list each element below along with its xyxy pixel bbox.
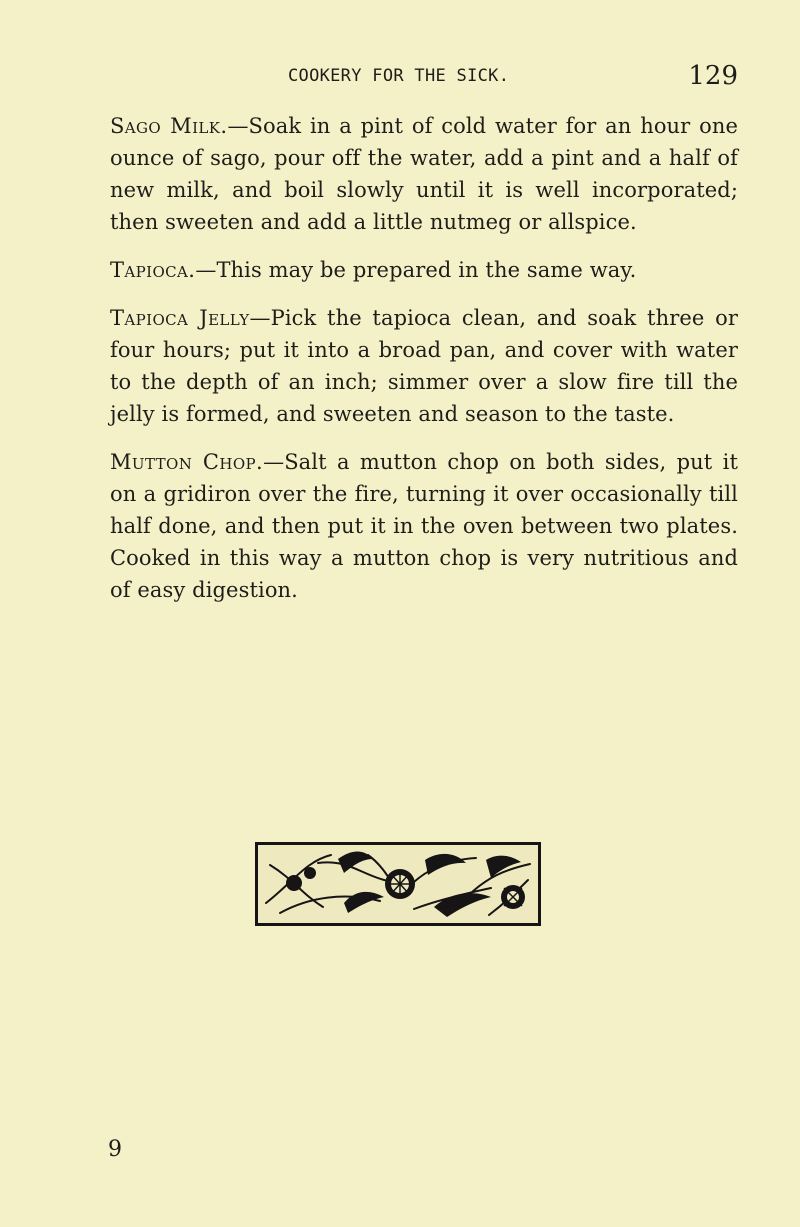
recipe-text: —Pick the tapioca clean, and soak three or four hours; put it into a broad pan, and cover with water to the depth of an inch; simmer over a slow fire till the jelly is formed, and sweeten and season to the taste. [110,306,738,426]
recipe-list [110,110,738,622]
recipe-title: Mutton Chop. [110,450,264,474]
recipe-title: Tapioca. [110,258,196,282]
recipe-text: —Soak in a pint of cold water for an hour one ounce of sago, pour off the water, add a pint and a half of new milk, and boil slowly until it is well incorporated; then sweeten and add a little nutmeg or allspice. [110,114,738,234]
running-title: COOKERY FOR THE SICK. [288,66,510,86]
decorative-tailpiece-icon [255,842,541,926]
recipe-text: —This may be prepared in the same way. [195,258,637,282]
running-head [110,61,738,94]
recipe-sago-milk [110,110,738,238]
recipe-tapioca [110,254,738,286]
recipe-title: Tapioca Jelly [110,306,250,330]
recipe-mutton-chop [110,446,738,606]
recipe-text: —Salt a mutton chop on both sides, put it on a gridiron over the fire, turning it over occasionally till half done, and then put it in the oven between two plates. Cooked in this way a mutton chop is very nutritious and of easy digestion. [110,450,738,602]
page-number: 129 [688,61,738,91]
recipe-tapioca-jelly [110,302,738,430]
recipe-title: Sago Milk. [110,114,228,138]
signature-mark: 9 [108,1137,122,1162]
